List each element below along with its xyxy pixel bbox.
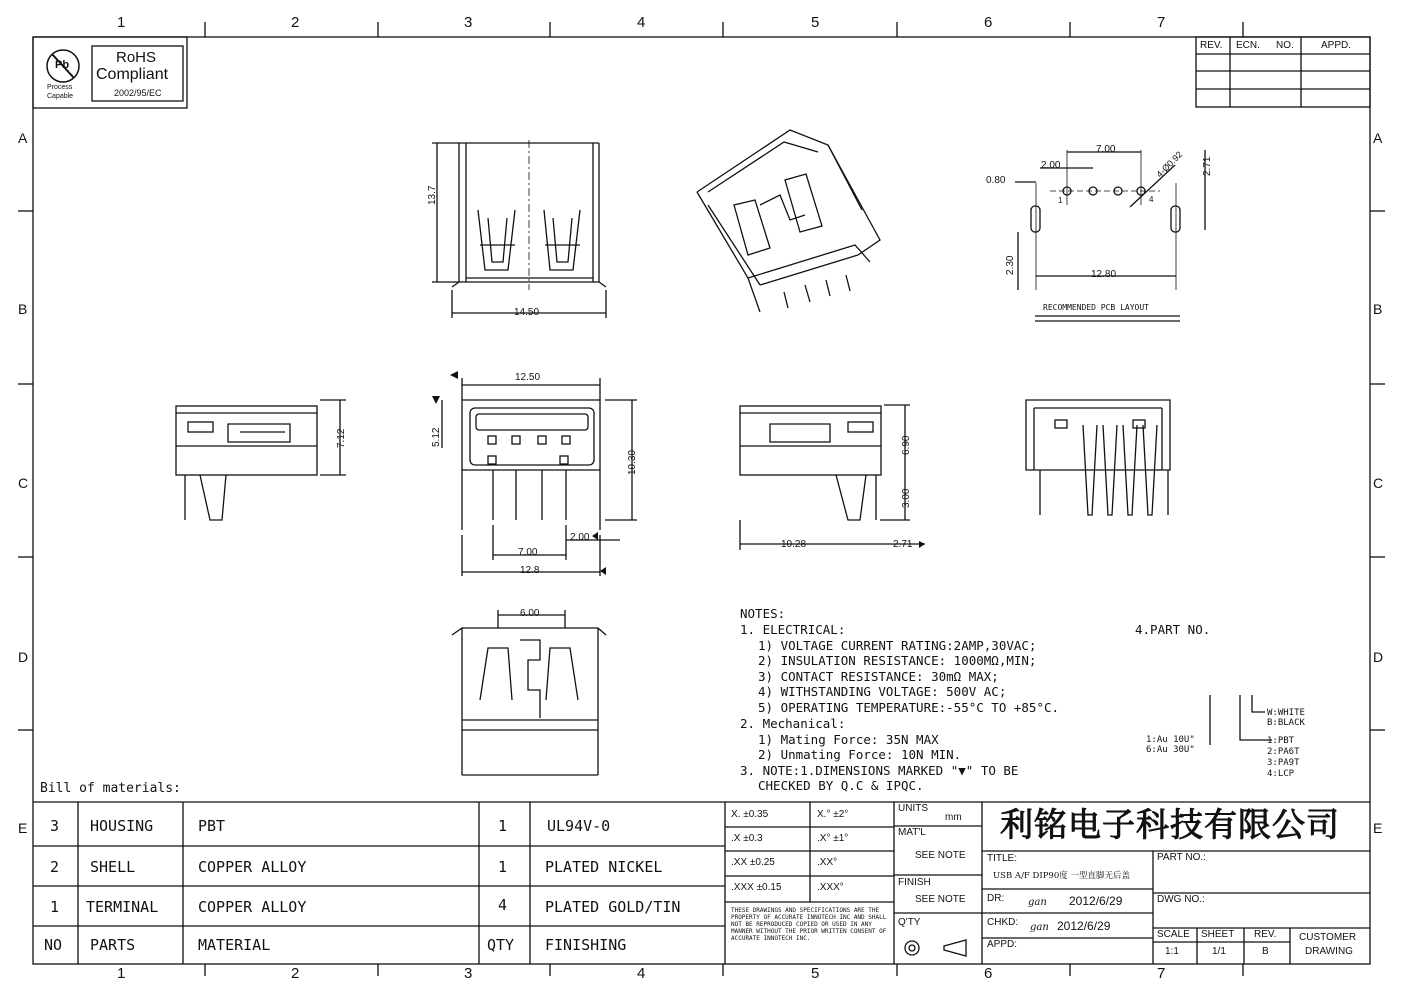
pcb-layout xyxy=(1015,150,1205,321)
tb-units-label: UNITS xyxy=(898,803,928,814)
bom-material-1: COPPER ALLOY xyxy=(198,898,307,916)
notes-mat-2: 2:PA6T xyxy=(1267,747,1300,757)
dim-front-total: 10.30 xyxy=(627,449,638,475)
projection-symbol-icon xyxy=(905,941,919,955)
bom-qty-2: 1 xyxy=(498,858,508,876)
company-name: 利铭电子科技有限公司 xyxy=(1000,806,1340,843)
tb-chkd-date: 2012/6/29 xyxy=(1057,919,1111,933)
notes-color-b: B:BLACK xyxy=(1267,718,1305,728)
rohs-process-line1: Process xyxy=(47,84,73,91)
tol-x3: .XXX ±0.15 xyxy=(731,882,782,893)
dim-pcb-offset: 0.80 xyxy=(986,175,1006,186)
bom-qty-1: 4 xyxy=(498,896,508,914)
row-label-a: A xyxy=(18,130,28,146)
tb-dr-date: 2012/6/29 xyxy=(1069,894,1123,908)
col-label-2-bottom: 2 xyxy=(291,965,300,982)
tb-scale-label: SCALE xyxy=(1157,929,1190,940)
top-view xyxy=(432,140,606,318)
bom-part-1: TERMINAL xyxy=(86,898,159,916)
tb-sheet-label: SHEET xyxy=(1201,929,1235,940)
notes-n3b: CHECKED BY Q.C & IPQC. xyxy=(758,778,924,793)
tb-dwg-no-label: DWG NO.: xyxy=(1157,894,1205,905)
notes-e1: 1) VOLTAGE CURRENT RATING:2AMP,30VAC; xyxy=(758,638,1037,653)
right-side-view xyxy=(740,405,925,550)
rohs-directive: 2002/95/EC xyxy=(114,88,162,98)
bom-material-3: PBT xyxy=(198,817,226,835)
pcb-pin1-label: 1 xyxy=(1058,196,1063,205)
notes-mat-3: 3:PA9T xyxy=(1267,758,1300,768)
bom-header-no: NO xyxy=(44,936,63,954)
row-label-b-right: B xyxy=(1373,301,1383,317)
tol-x1: .X ±0.3 xyxy=(731,833,763,844)
pcb-pin4-label: 4 xyxy=(1149,195,1154,204)
row-ticks xyxy=(18,211,1385,730)
tb-rev-label: REV. xyxy=(1254,929,1277,940)
bom-header-qty: QTY xyxy=(487,936,515,954)
tb-title-label: TITLE: xyxy=(987,853,1018,864)
col-label-2: 2 xyxy=(291,14,300,31)
bom-qty-3: 1 xyxy=(498,817,508,835)
notes-part-no: 4.PART NO. xyxy=(1135,622,1211,637)
rear-view xyxy=(1026,400,1170,515)
bom-title: Bill of materials: xyxy=(40,781,181,796)
col-label-3: 3 xyxy=(464,14,473,31)
dim-front-pin: 2.00 xyxy=(570,532,590,543)
notes-mechanical: 2. Mechanical: xyxy=(740,716,846,731)
bom-header-parts: PARTS xyxy=(90,936,136,954)
col-label-4: 4 xyxy=(637,14,646,31)
tol-x2: .XX ±0.25 xyxy=(731,857,775,868)
notes-e3: 3) CONTACT RESISTANCE: 30mΩ MAX; xyxy=(758,669,999,684)
tb-finish-label: FINISH xyxy=(898,877,931,888)
row-label-b: B xyxy=(18,301,28,317)
rev-header: REV. xyxy=(1200,40,1223,51)
tol-disclaimer: THESE DRAWINGS AND SPECIFICATIONS ARE THE PROPERTY OF ACCURATE INNOTECH INC AND SHALL NOT BE REPRODUCED COPIED OR USED IN ANY MANNER WITHOUT THE PRIOR WRITTEN CONSENT OF ACCURATE INNOTECH INC. xyxy=(731,907,887,942)
row-label-c: C xyxy=(18,475,29,491)
isometric-view xyxy=(697,130,880,312)
tb-title-value: USB A/F DIP90度 一型直脚无后盖 xyxy=(993,871,1130,881)
tol-x2-angle: .XX° xyxy=(817,857,838,868)
dim-bottom-width: 6.00 xyxy=(520,608,540,619)
notes-plating-1: 1:Au 10U" xyxy=(1146,735,1195,745)
row-label-d-right: D xyxy=(1373,649,1384,665)
rohs-process-line2: Capable xyxy=(47,93,74,100)
col-label-5-bottom: 5 xyxy=(811,965,820,982)
bom-finishing-3: UL94V-0 xyxy=(547,817,611,835)
tb-customer-line1: CUSTOMER xyxy=(1299,932,1357,943)
tb-sheet-value: 1/1 xyxy=(1212,946,1226,957)
tb-finish-value: SEE NOTE xyxy=(915,894,966,905)
col-label-6: 6 xyxy=(984,14,993,31)
notes-plating-6: 6:Au 30U" xyxy=(1146,745,1195,755)
notes-m1: 1) Mating Force: 35N MAX xyxy=(758,732,939,747)
tb-units-value: mm xyxy=(945,812,962,823)
ecn-header: ECN. xyxy=(1236,40,1260,51)
tb-chkd-signature: gan xyxy=(1030,922,1049,933)
dim-pcb-slot: 2.30 xyxy=(1005,255,1016,275)
bom-no-1: 1 xyxy=(50,898,60,916)
rohs-subtitle: Compliant xyxy=(96,66,169,83)
notes-e4: 4) WITHSTANDING VOLTAGE: 500V AC; xyxy=(758,684,1007,699)
tb-dr-signature: gan xyxy=(1028,897,1047,908)
bottom-view xyxy=(452,610,606,775)
dim-pcb-holes: 4-Ø0.92 xyxy=(1154,149,1185,180)
front-view xyxy=(442,378,637,576)
dim-front-pitch: 7.00 xyxy=(518,547,538,558)
row-label-e-right: E xyxy=(1373,820,1383,836)
notes-header: NOTES: xyxy=(740,606,786,621)
bom-no-3: 3 xyxy=(50,817,60,835)
tol-x: X. ±0.35 xyxy=(731,809,769,820)
dim-rside-pin: 3.00 xyxy=(901,488,912,508)
bom-header-finishing: FINISHING xyxy=(545,936,627,954)
row-label-e: E xyxy=(18,820,28,836)
col-label-6-bottom: 6 xyxy=(984,965,993,982)
tb-appd-label: APPD: xyxy=(987,939,1018,950)
notes-color-w: W:WHITE xyxy=(1267,708,1305,718)
no-header: NO. xyxy=(1276,40,1294,51)
col-label-1: 1 xyxy=(117,14,126,31)
tb-dr-label: DR: xyxy=(987,893,1005,904)
dim-front-width: 12.50 xyxy=(515,372,541,383)
appd-header: APPD. xyxy=(1321,40,1352,51)
dim-rside-height: 6.90 xyxy=(901,435,912,455)
tb-customer-line2: DRAWING xyxy=(1305,946,1353,957)
row-label-c-right: C xyxy=(1373,475,1384,491)
col-label-5: 5 xyxy=(811,14,820,31)
bom-no-2: 2 xyxy=(50,858,60,876)
part-number-callout xyxy=(1210,695,1272,745)
col-label-4-bottom: 4 xyxy=(637,965,646,982)
pb-symbol: Pb xyxy=(55,59,70,71)
pcb-caption: RECOMMENDED PCB LAYOUT xyxy=(1043,303,1149,312)
dim-rside-depth: 10.28 xyxy=(781,539,807,550)
tol-x3-angle: .XXX° xyxy=(817,882,844,893)
tb-matl-value: SEE NOTE xyxy=(915,850,966,861)
bom-header-material: MATERIAL xyxy=(198,936,271,954)
notes-m2: 2) Unmating Force: 10N MIN. xyxy=(758,747,962,762)
col-label-1-bottom: 1 xyxy=(117,965,126,982)
col-label-7: 7 xyxy=(1157,14,1166,31)
notes-mat-1: 1:PBT xyxy=(1267,736,1295,746)
tol-x-angle: X.° ±2° xyxy=(817,809,849,820)
col-label-3-bottom: 3 xyxy=(464,965,473,982)
bom-part-2: SHELL xyxy=(90,858,136,876)
bom-finishing-2: PLATED NICKEL xyxy=(545,858,663,876)
dim-front-height: 5.12 xyxy=(431,427,442,447)
left-side-view xyxy=(176,400,346,520)
tb-matl-label: MAT'L xyxy=(898,827,926,838)
dim-rside-offset: 2.71 xyxy=(893,539,913,550)
bom-part-3: HOUSING xyxy=(90,817,154,835)
notes-e2: 2) INSULATION RESISTANCE: 1000MΩ,MIN; xyxy=(758,653,1037,668)
tb-chkd-label: CHKD: xyxy=(987,917,1019,928)
col-label-7-bottom: 7 xyxy=(1157,965,1166,982)
dim-pcb-height: 2.71 xyxy=(1202,156,1213,176)
row-label-a-right: A xyxy=(1373,130,1383,146)
notes-n3a: 3. NOTE:1.DIMENSIONS MARKED "▼" TO BE xyxy=(740,763,1019,778)
dim-pcb-spacing: 2.00 xyxy=(1041,160,1061,171)
dim-pcb-pitch: 7.00 xyxy=(1096,144,1116,155)
tb-rev-value: B xyxy=(1262,946,1269,957)
notes-e5: 5) OPERATING TEMPERATURE:-55°C TO +85°C. xyxy=(758,700,1060,715)
bom-finishing-1: PLATED GOLD/TIN xyxy=(545,898,681,916)
row-label-d: D xyxy=(18,649,29,665)
rohs-title: RoHS xyxy=(116,49,157,66)
notes-electrical: 1. ELECTRICAL: xyxy=(740,622,846,637)
tol-x1-angle: .X° ±1° xyxy=(817,833,849,844)
tb-part-no-label: PART NO.: xyxy=(1157,852,1206,863)
bom-material-2: COPPER ALLOY xyxy=(198,858,307,876)
notes-mat-4: 4:LCP xyxy=(1267,769,1295,779)
dim-top-height: 13.7 xyxy=(427,185,438,205)
dim-top-width: 14.50 xyxy=(514,307,540,318)
dim-pcb-span: 12.80 xyxy=(1091,269,1117,280)
tb-qty-label: Q'TY xyxy=(898,917,921,928)
dim-side-height: 7.12 xyxy=(336,428,347,448)
dim-front-span: 12.8 xyxy=(520,565,540,576)
tb-scale-value: 1:1 xyxy=(1165,946,1179,957)
